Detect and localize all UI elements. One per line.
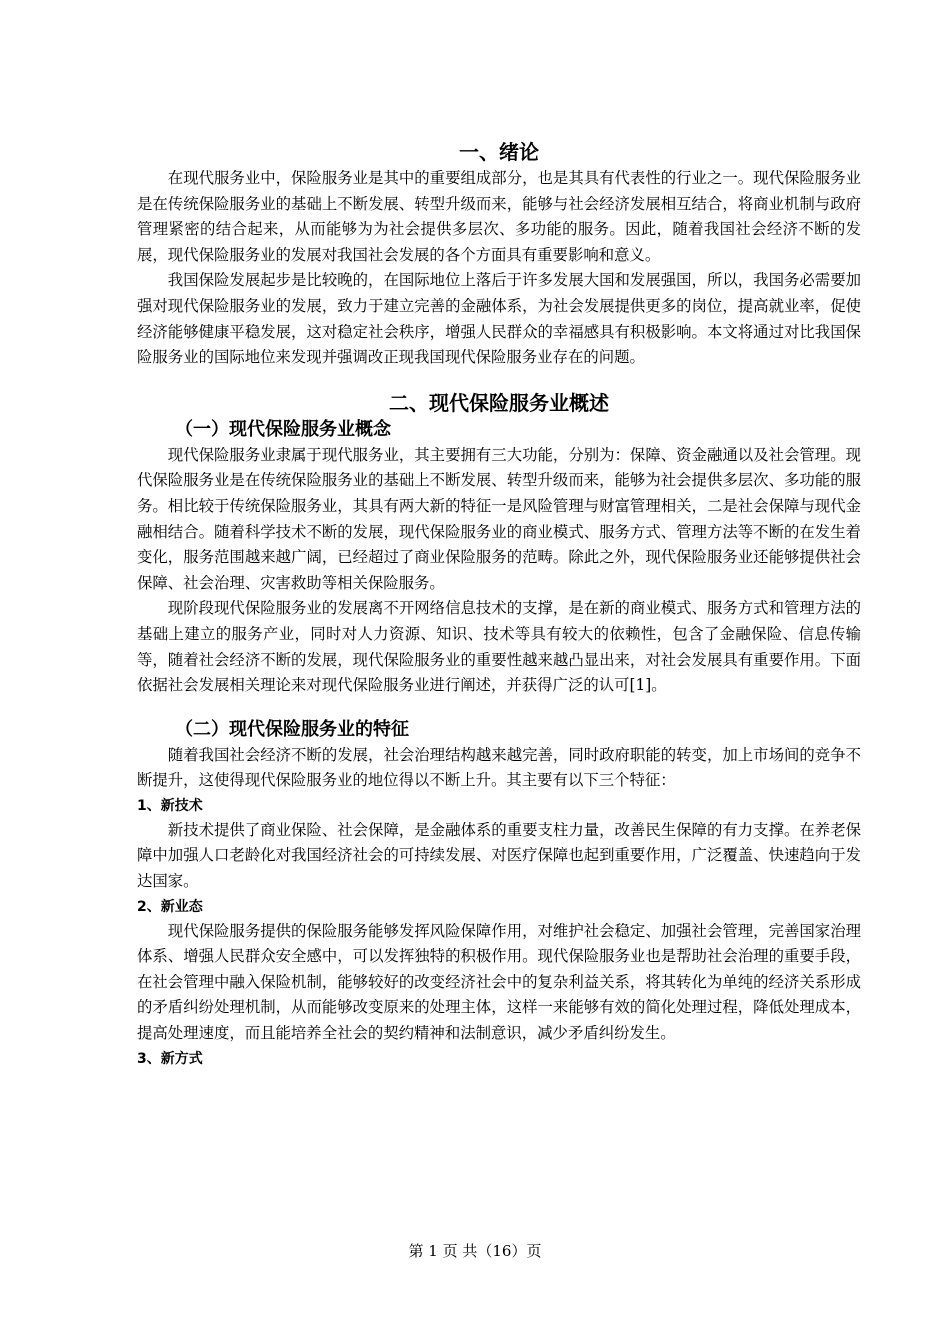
subsection-2-intro: 随着我国社会经济不断的发展，社会治理结构越来越完善，同时政府职能的转变，加上市场间的竞争不断提升，这使得现代保险服务业的地位得以不断上升。其主要有以下三个特征： (137, 745, 861, 790)
feature-2-title: 2、新业态 (137, 898, 203, 915)
document-body (137, 138, 861, 1071)
feature-1-text: 新技术提供了商业保险、社会保障，是金融体系的重要支柱力量，改善民生保障的有力支撑。在养老保障中加强人口老龄化对我国经济社会的可持续发展、对医疗保障也起到重要作用，广泛覆盖、快速趋向于发达国家。 (137, 820, 861, 891)
subsection-1-title: （一）现代保险服务业概念 (175, 418, 391, 440)
page-number-footer: 第 1 页 共（16）页 (408, 1242, 542, 1260)
spacer (137, 699, 861, 717)
section-1-title: 一、绪论 (459, 140, 539, 164)
section-1-paragraph-1: 在现代服务业中，保险服务业是其中的重要组成部分，也是其具有代表性的行业之一。现代保险服务业是在传统保险服务业的基础上不断发展、转型升级而来，能够与社会经济发展相互结合，将商业机制与政府管理紧密的结合起来，从而能够为为社会提供多层次、多功能的服务。因此，随着我国社会经济不断的发展，现代保险服务业的发展对我国社会发展的各个方面具有重要影响和意义。 (137, 169, 861, 264)
spacer (137, 371, 861, 389)
subsection-1-paragraph-2: 现阶段现代保险服务业的发展离不开网络信息技术的支撑，是在新的商业模式、服务方式和管理方法的基础上建立的服务产业，同时对人力资源、知识、技术等具有较大的依赖性，包含了金融保险、信息传输等，随着社会经济不断的发展，现代保险服务业的重要性越来越凸显出来，对社会发展具有重要作用。下面依据社会发展相关理论来对现代保险服务业进行阐述，并获得广泛的认可[1]。 (137, 599, 861, 695)
feature-3-title: 3、新方式 (137, 1050, 203, 1067)
feature-1-title: 1、新技术 (137, 797, 203, 814)
subsection-2-title: （二）现代保险服务业的特征 (175, 718, 409, 740)
subsection-1-paragraph-1: 现代保险服务业隶属于现代服务业，其主要拥有三大功能，分别为：保障、资金融通以及社会管理。现代保险服务业是在传统保险服务业的基础上不断发展、转型升级而来，能够为社会提供多层次、多功能的服务。相比较于传统保险服务业，其具有两大新的特征一是风险管理与财富管理相关，二是社会保障与现代金融相结合。随着科学技术不断的发展，现代保险服务业的商业模式、服务方式、管理方法等不断的在发生着变化，服务范围越来越广阔，已经超过了商业保险服务的范畴。除此之外，现代保险服务业还能够提供社会保障、社会治理、灾害救助等相关保险服务。 (137, 445, 861, 592)
feature-2-text: 现代保险服务提供的保险服务能够发挥风险保障作用，对维护社会稳定、加强社会管理，完善国家治理体系、增强人民群众安全感中，可以发挥独特的积极作用。现代保险服务业也是帮助社会治理的重要手段，在社会管理中融入保险机制，能够较好的改变经济社会中的复杂利益关系，将其转化为单纯的经济关系形成的矛盾纠纷处理机制，从而能够改变原来的处理主体，这样一来能够有效的简化处理过程，降低处理成本，提高处理速度，而且能培养全社会的契约精神和法制意识，减少矛盾纠纷发生。 (137, 921, 861, 1043)
section-1-paragraph-2: 我国保险发展起步是比较晚的，在国际地位上落后于许多发展大国和发展强国，所以，我国务必需要加强对现代保险服务业的发展，致力于建立完善的金融体系，为社会发展提供更多的岗位，提高就业率，促使经济能够健康平稳发展，这对稳定社会秩序，增强人民群众的幸福感具有积极影响。本文将通过对比我国保险服务业的国际地位来发现并强调改正现我国现代保险服务业存在的问题。 (137, 271, 861, 367)
section-2-title: 二、现代保险服务业概述 (389, 390, 609, 415)
